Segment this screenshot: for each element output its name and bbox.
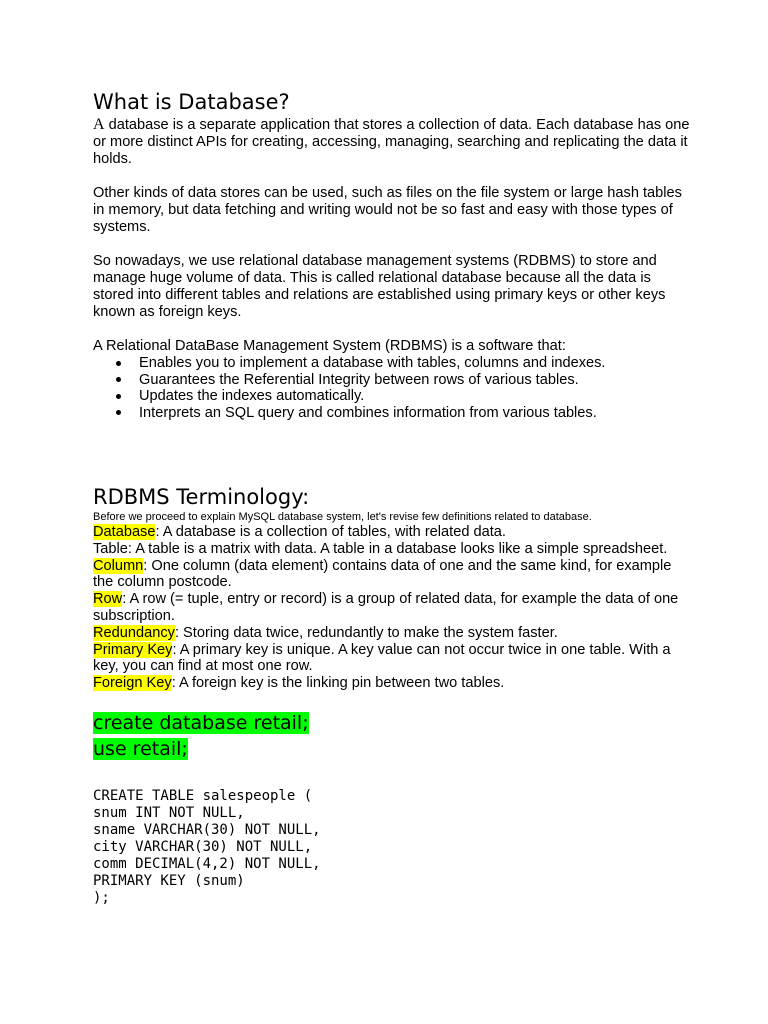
sql-create-table-code: CREATE TABLE salespeople ( snum INT NOT NULL, sname VARCHAR(30) NOT NULL, city VARCHAR(30) NOT NULL, comm DECIMAL(4,2) NOT NULL, PRIMARY KEY (snum) );: [93, 787, 321, 906]
paragraph-rdbms-intro: A Relational DataBase Management System (RDBMS) is a software that:: [93, 338, 566, 354]
term-label: Primary Key: [93, 641, 173, 658]
bullet-icon: [116, 377, 121, 382]
term-database: [93, 524, 693, 541]
term-table: [93, 541, 693, 558]
term-column: [93, 558, 693, 592]
term-label: Row: [93, 591, 123, 608]
rdbms-features-list: [93, 355, 693, 421]
term-primary-key: [93, 642, 693, 676]
term-label: Foreign Key: [93, 675, 172, 692]
document-body: [93, 88, 693, 907]
terminology-list: [93, 524, 693, 692]
term-definition: : A foreign key is the linking pin between two tables.: [171, 675, 505, 692]
list-item: Updates the indexes automatically.: [93, 388, 693, 405]
sql-create-database: create database retail;: [93, 711, 309, 734]
term-definition: Table: A table is a matrix with data. A table in a database looks like a simple spreadsheet.: [93, 540, 668, 557]
paragraph-database-definition: [93, 116, 693, 168]
paragraph-rdbms-nowadays: So nowadays, we use relational database management systems (RDBMS) to store and manage huge volume of data. This is called relational database because all the data is stored into different tables and relations are established using primary keys or other keys known as foreign keys.: [93, 253, 666, 320]
term-label: Column: [93, 557, 144, 574]
bullet-icon: [116, 410, 121, 415]
section-title-what-is-database: What is Database?: [93, 90, 290, 114]
term-label: Database: [93, 524, 156, 540]
term-redundancy: [93, 625, 693, 642]
bullet-icon: [116, 394, 121, 399]
term-label: Redundancy: [93, 624, 175, 641]
term-definition: : A database is a collection of tables, with related data.: [155, 524, 506, 540]
drop-initial: A: [93, 116, 105, 133]
paragraph-other-data-stores: Other kinds of data stores can be used, such as files on the file system or large hash tables in memory, but data fetching and writing would not be so fast and easy with those types of systems.: [93, 185, 682, 235]
bullet-icon: [116, 361, 121, 366]
section-title-rdbms-terminology: RDBMS Terminology:: [93, 485, 310, 509]
term-definition: : A primary key is unique. A key value can not occur twice in one table. With a key, you can find at most one row.: [93, 641, 671, 675]
term-definition: : One column (data element) contains data of one and the same kind, for example the column postcode.: [93, 557, 672, 591]
sql-use-database: use retail;: [93, 737, 188, 760]
list-item: Guarantees the Referential Integrity between rows of various tables.: [93, 372, 693, 389]
list-item: Enables you to implement a database with tables, columns and indexes.: [93, 355, 693, 372]
term-foreign-key: [93, 675, 693, 692]
term-row: [93, 591, 693, 625]
term-definition: : Storing data twice, redundantly to make the system faster.: [174, 624, 558, 641]
paragraph-text: database is a separate application that stores a collection of data. Each database has one or more distinct APIs for creating, accessing, managing, searching and replicating the data it holds.: [93, 117, 690, 167]
term-definition: : A row (= tuple, entry or record) is a group of related data, for example the data of one subscription.: [93, 591, 679, 624]
list-item: Interprets an SQL query and combines information from various tables.: [93, 405, 693, 422]
terminology-intro: Before we proceed to explain MySQL database system, let's revise few definitions related to database.: [93, 511, 592, 523]
